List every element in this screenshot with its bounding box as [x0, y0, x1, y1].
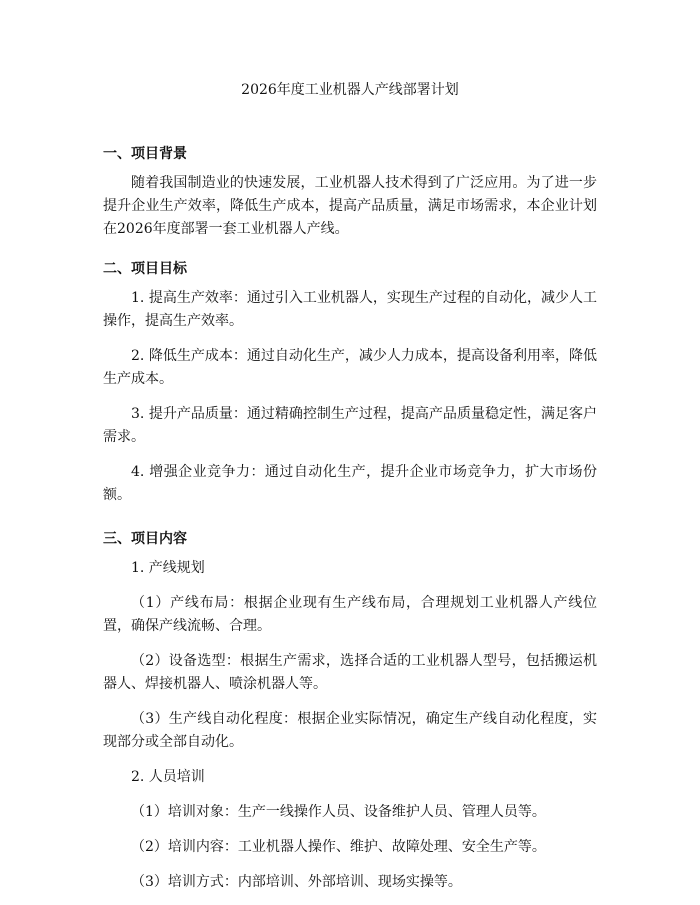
section-heading: 三、项目内容 [103, 531, 187, 547]
list-item: （1）培训对象：生产一线操作人员、设备维护人员、管理人员等。 [131, 804, 546, 820]
list-item: （3）培训方式：内部培训、外部培训、现场实操等。 [131, 874, 462, 890]
section-heading: 一、项目背景 [103, 146, 187, 162]
list-item: 3. 提升产品质量：通过精确控制生产过程，提高产品质量稳定性，满足客户需求。 [103, 406, 597, 445]
paragraph: 随着我国制造业的快速发展，工业机器人技术得到了广泛应用。为了进一步提升企业生产效率，降低生产成本，提高产品质量，满足市场需求，本企业计划在2026年度部署一套工业机器人产线。 [103, 175, 597, 237]
section-goals [103, 259, 597, 507]
list-item: 1. 提高生产效率：通过引入工业机器人，实现生产过程的自动化，减少人工操作，提高生产效率。 [103, 290, 597, 329]
section-heading: 二、项目目标 [103, 261, 187, 277]
list-item: 4. 增强企业竞争力：通过自动化生产，提升企业市场竞争力，扩大市场份额。 [103, 464, 597, 503]
subheading: 2. 人员培训 [131, 769, 205, 785]
section-content [103, 529, 597, 894]
subheading: 1. 产线规划 [131, 560, 205, 576]
list-item: （1）产线布局：根据企业现有生产线布局，合理规划工业机器人产线位置，确保产线流畅、合理。 [103, 595, 597, 634]
list-item: 2. 降低生产成本：通过自动化生产，减少人力成本，提高设备利用率，降低生产成本。 [103, 348, 597, 387]
list-item: （2）设备选型：根据生产需求，选择合适的工业机器人型号，包括搬运机器人、焊接机器人、喷涂机器人等。 [103, 653, 597, 692]
section-background [103, 144, 597, 241]
list-item: （2）培训内容：工业机器人操作、维护、故障处理、安全生产等。 [131, 839, 546, 855]
list-item: （3）生产线自动化程度：根据企业实际情况，确定生产线自动化程度，实现部分或全部自动化。 [103, 711, 597, 750]
document-title: 2026年度工业机器人产线部署计划 [241, 82, 459, 98]
